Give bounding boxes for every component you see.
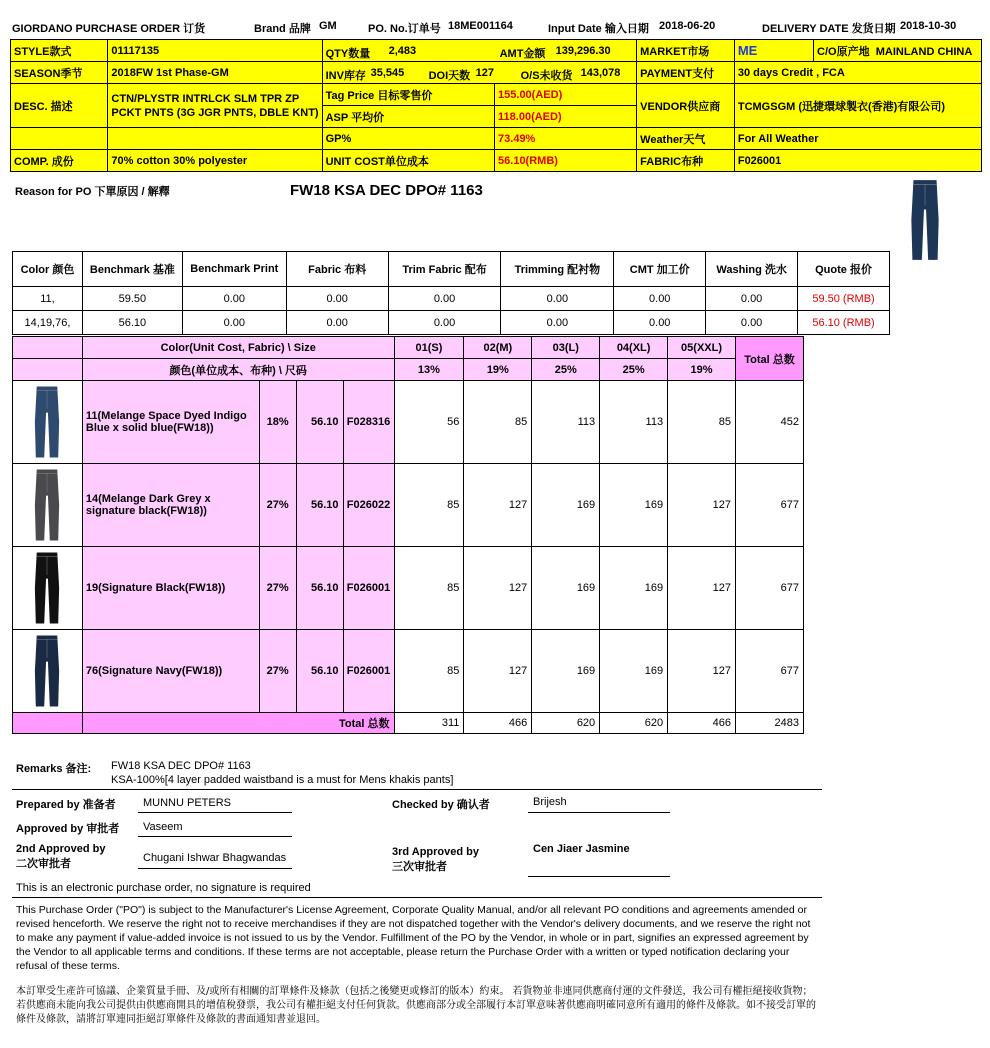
cost-cell: 0.00	[388, 287, 501, 311]
vendor-label: VENDOR供应商	[637, 84, 735, 128]
cost-col-color: Color 颜色	[13, 252, 83, 287]
third-approved-label-zh: 三次审批者	[392, 861, 447, 873]
cost-cell: 0.00	[388, 311, 501, 335]
color-swatch	[13, 464, 83, 547]
tag-price-label: Tag Price 目标零售价	[322, 84, 494, 106]
prepared-value: MUNNU PETERS	[143, 797, 232, 809]
origin-value: MAINLAND CHINA	[875, 45, 973, 58]
size-total: 311	[394, 713, 464, 734]
third-approved-value: Cen Jiaer Jasmine	[533, 843, 630, 855]
comp-value: 70% cotton 30% polyester	[108, 150, 322, 172]
table-row	[13, 381, 804, 464]
size-label: 03(L)	[532, 337, 600, 359]
qty-cell: 85	[394, 464, 464, 547]
style-label: STYLE款式	[11, 40, 108, 62]
delivery-date-value: 2018-10-30	[900, 20, 957, 32]
cost-col-trimming: Trimming 配衬物	[501, 252, 614, 287]
cost-cell: 0.00	[182, 287, 286, 311]
cost-col-quote: Quote 报价	[798, 252, 890, 287]
style-value: 01117135	[108, 40, 322, 62]
qty-cell: 85	[464, 381, 532, 464]
amt-value: 139,296.30	[555, 44, 611, 57]
legal-text-zh: 本訂單受生產許可協議、企業質量手冊、及/或所有相關的訂單條件及條款（包括之後變更或修訂的版本）約束。 若貨物並非連同供應商付運的文件發送，我公司有權拒絕接收貨物；若供應商未能向我公司提供由供應商開具的增值稅發票，我公司有權拒絕支付任何貨款。供應商部分或全部履行本訂單意味著供應商明確同意所有適用的條件及條款。如不接受訂單的條件及條款，請將訂單連同拒絕訂單條件及條款的書面通知書並退回。	[16, 986, 816, 1025]
cost-col-benchmark: Benchmark 基准	[82, 252, 182, 287]
qty-cell: 85	[394, 630, 464, 713]
row-total: 677	[736, 547, 804, 630]
cost-cell: 0.00	[286, 287, 388, 311]
signature-line	[528, 812, 670, 813]
size-label: 01(S)	[394, 337, 464, 359]
prepared-label: Prepared by 准备者	[16, 799, 116, 811]
qty-cell: 127	[668, 547, 736, 630]
season-label: SEASON季节	[11, 62, 108, 84]
payment-value: 30 days Credit , FCA	[734, 62, 981, 84]
size-ratio: 19%	[668, 359, 736, 381]
cost-cell: 11,	[13, 287, 83, 311]
size-total: 620	[600, 713, 668, 734]
approved-value: Vaseem	[143, 821, 183, 833]
doi-label: DOI天数	[428, 69, 471, 82]
unit-cost-label: UNIT COST单位成本	[322, 150, 494, 172]
qty-cell: 85	[668, 381, 736, 464]
amt-label: AMT金额	[499, 47, 546, 60]
cost-col-trim-fabric: Trim Fabric 配布	[388, 252, 501, 287]
qty-cell: 56	[394, 381, 464, 464]
color-cost: 56.10	[296, 547, 343, 630]
gp-value: 73.49%	[495, 128, 637, 150]
color-name: 11(Melange Space Dyed Indigo Blue x solid blue(FW18))	[82, 381, 259, 464]
doi-value: 127	[475, 66, 494, 79]
signature-line	[138, 836, 292, 837]
approved-label: Approved by 审批者	[16, 823, 120, 835]
second-approved-label-zh: 二次审批者	[16, 858, 71, 870]
checked-label: Checked by 确认者	[392, 799, 490, 811]
gp-label: GP%	[322, 128, 494, 150]
header-bar	[12, 20, 982, 36]
size-header-zh: 颜色(单位成本、布种) \ 尺码	[82, 359, 394, 381]
asp-value: 118.00(AED)	[495, 106, 637, 128]
qty-cell: 169	[532, 547, 600, 630]
qty-cell: 127	[668, 630, 736, 713]
fabric-label: FABRIC布种	[637, 150, 735, 172]
cost-cell: 0.00	[182, 311, 286, 335]
size-ratio: 13%	[394, 359, 464, 381]
size-ratio: 19%	[464, 359, 532, 381]
signature-line	[138, 868, 292, 869]
po-number-value: 18ME001164	[448, 20, 513, 32]
table-row	[13, 547, 804, 630]
vendor-value: TCMGSGM (迅捷環球製衣(香港)有限公司)	[734, 84, 981, 128]
os-label: O/S未收货	[520, 69, 573, 82]
color-cost: 56.10	[296, 381, 343, 464]
legal-text-en: This Purchase Order ("PO") is subject to the Manufacturer's License Agreement, Corporate Quality Manual, and/or all relevant PO conditions and agreements amended or revised henceforth. We reserve the right not to receive merchandises if they are not dispatched together with the Vendor's delivery documents, and we reserve the right not to make any payment if value-added invoice is not issued to us by the Vendor. Fulfillment of the PO by the Vendor, in whole or in part, signifies an expressed agreement by the Vendor to all applicable terms and conditions. If these terms are not acceptable, please return the Purchase Order with a written or typed notification declaring your refusal of these terms.	[16, 904, 811, 972]
size-breakdown-table	[12, 336, 804, 734]
desc-line-1: CTN/PLYSTR INTRLCK SLM TPR ZP	[111, 92, 300, 105]
color-pct: 27%	[259, 547, 296, 630]
weather-label: Weather天气	[637, 128, 735, 150]
color-fabric: F026001	[343, 630, 394, 713]
cost-cell: 0.00	[706, 311, 798, 335]
origin-label: C/O原产地	[817, 45, 870, 58]
table-row	[13, 630, 804, 713]
desc-line-2: PCKT PNTS (3G JGR PNTS, DBLE KNT)	[111, 106, 319, 119]
grand-total: 2483	[736, 713, 804, 734]
cost-cell: 0.00	[614, 287, 706, 311]
reason-dpo: FW18 KSA DEC DPO# 1163	[290, 182, 483, 199]
size-total: 466	[464, 713, 532, 734]
qty-cell: 113	[532, 381, 600, 464]
os-value: 143,078	[580, 66, 621, 79]
color-swatch	[13, 547, 83, 630]
totals-row	[13, 713, 804, 734]
color-fabric: F026022	[343, 464, 394, 547]
size-label: 04(XL)	[600, 337, 668, 359]
cost-cell: 0.00	[286, 311, 388, 335]
color-name: 14(Melange Dark Grey x signature black(FW18))	[82, 464, 259, 547]
pant-sketch-icon	[33, 383, 61, 461]
qty-cell: 169	[532, 630, 600, 713]
color-swatch	[13, 630, 83, 713]
weather-value: For All Weather	[734, 128, 981, 150]
pant-sketch-icon	[908, 178, 942, 262]
asp-label: ASP 平均价	[322, 106, 494, 128]
pant-sketch-icon	[33, 466, 61, 544]
season-value: 2018FW 1st Phase-GM	[108, 62, 322, 84]
qty-cell: 127	[464, 464, 532, 547]
size-total: 620	[532, 713, 600, 734]
market-value: ME	[734, 40, 813, 62]
remarks-label: Remarks 备注:	[16, 763, 92, 775]
divider	[12, 897, 822, 898]
pant-sketch-icon	[33, 549, 61, 627]
table-row	[13, 287, 890, 311]
signature-line	[528, 876, 670, 877]
qty-cell: 169	[600, 464, 668, 547]
qty-cell: 169	[532, 464, 600, 547]
signature-line	[138, 812, 292, 813]
brand-label: Brand 品牌	[254, 23, 311, 35]
total-header: Total 总数	[736, 337, 804, 381]
second-approved-value: Chugani Ishwar Bhagwandas	[143, 852, 287, 864]
cost-col-washing: Washing 洗水	[706, 252, 798, 287]
cost-cell: 0.00	[501, 287, 614, 311]
cost-cell: 0.00	[614, 311, 706, 335]
size-ratio: 25%	[532, 359, 600, 381]
color-fabric: F028316	[343, 381, 394, 464]
qty-cell: 169	[600, 547, 668, 630]
qty-cell: 127	[464, 630, 532, 713]
color-cost: 56.10	[296, 630, 343, 713]
table-row	[13, 464, 804, 547]
size-total: 466	[668, 713, 736, 734]
row-total: 452	[736, 381, 804, 464]
cost-table	[12, 251, 890, 335]
qty-cell: 169	[600, 630, 668, 713]
color-pct: 27%	[259, 464, 296, 547]
cost-quote-cell: 56.10 (RMB)	[798, 311, 890, 335]
color-pct: 27%	[259, 630, 296, 713]
delivery-date-label: DELIVERY DATE 发货日期	[762, 23, 896, 35]
cost-quote-cell: 59.50 (RMB)	[798, 287, 890, 311]
qty-cell: 127	[668, 464, 736, 547]
cost-cell: 14,19,76,	[13, 311, 83, 335]
qty-label: QTY数量	[325, 47, 371, 60]
inv-value: 35,545	[370, 66, 405, 79]
size-ratio: 25%	[600, 359, 668, 381]
unit-cost-value: 56.10(RMB)	[495, 150, 637, 172]
po-number-label: PO. No.订单号	[368, 23, 441, 35]
market-label: MARKET市场	[637, 40, 735, 62]
cost-cell: 0.00	[706, 287, 798, 311]
color-swatch	[13, 381, 83, 464]
desc-label: DESC. 描述	[11, 84, 108, 128]
payment-label: PAYMENT支付	[637, 62, 735, 84]
pant-sketch-icon	[33, 632, 61, 710]
checked-value: Brijesh	[533, 796, 567, 808]
cost-cell: 0.00	[501, 311, 614, 335]
electronic-note: This is an electronic purchase order, no signature is required	[16, 882, 311, 894]
cost-cell: 56.10	[82, 311, 182, 335]
color-pct: 18%	[259, 381, 296, 464]
tag-price-value: 155.00(AED)	[495, 84, 637, 106]
color-fabric: F026001	[343, 547, 394, 630]
totals-label: Total 总数	[82, 713, 394, 734]
po-title: GIORDANO PURCHASE ORDER 订货	[12, 23, 206, 35]
order-info-grid	[10, 39, 982, 172]
reason-label: Reason for PO 下單原因 / 解釋	[15, 186, 170, 198]
table-row	[13, 311, 890, 335]
cost-col-benchmark-print: Benchmark Print	[182, 252, 286, 287]
divider	[12, 789, 822, 790]
product-thumbnail	[908, 178, 942, 262]
brand-value: GM	[319, 20, 337, 32]
cost-col-fabric: Fabric 布料	[286, 252, 388, 287]
qty-cell: 113	[600, 381, 668, 464]
color-cost: 56.10	[296, 464, 343, 547]
input-date-label: Input Date 输入日期	[548, 23, 649, 35]
comp-label: COMP. 成份	[11, 150, 108, 172]
remarks-line-2: KSA-100%[4 layer padded waistband is a must for Mens khakis pants]	[111, 774, 454, 786]
remarks-line-1: FW18 KSA DEC DPO# 1163	[111, 760, 251, 772]
size-label: 05(XXL)	[668, 337, 736, 359]
third-approved-label: 3rd Approved by	[392, 846, 479, 858]
second-approved-label: 2nd Approved by	[16, 843, 106, 855]
fabric-value: F026001	[734, 150, 981, 172]
size-header-en: Color(Unit Cost, Fabric) \ Size	[82, 337, 394, 359]
cost-col-cmt: CMT 加工价	[614, 252, 706, 287]
qty-cell: 85	[394, 547, 464, 630]
row-total: 677	[736, 464, 804, 547]
color-name: 19(Signature Black(FW18))	[82, 547, 259, 630]
row-total: 677	[736, 630, 804, 713]
cost-cell: 59.50	[82, 287, 182, 311]
qty-cell: 127	[464, 547, 532, 630]
inv-label: INV库存	[325, 69, 366, 82]
size-label: 02(M)	[464, 337, 532, 359]
color-name: 76(Signature Navy(FW18))	[82, 630, 259, 713]
input-date-value: 2018-06-20	[659, 20, 716, 32]
qty-value: 2,483	[388, 44, 417, 57]
